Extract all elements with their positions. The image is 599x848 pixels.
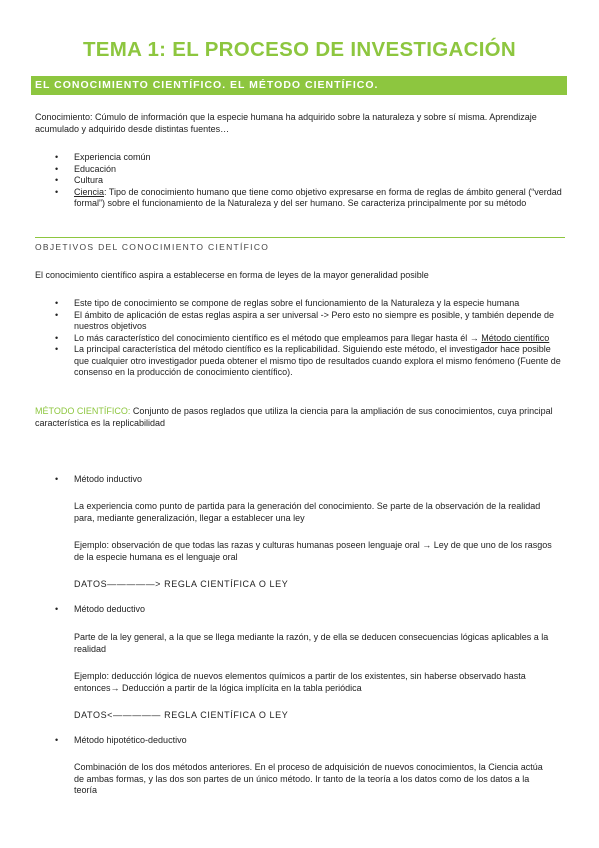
inductivo-flow: DATOS―――――> REGLA CIENTÍFICA O LEY [74,579,289,589]
deductivo-name: Método deductivo [74,604,146,614]
list-item: • Cultura [35,175,565,187]
objetivos-heading: OBJETIVOS DEL CONOCIMIENTO CIENTÍFICO [35,242,270,252]
hipotetico-name: Método hipotético-deductivo [74,735,187,745]
deductivo-flow: DATOS<――――― REGLA CIENTÍFICA O LEY [74,710,289,720]
list-item: • Experiencia común [35,152,565,164]
deductivo-desc: Parte de la ley general, a la que se llega mediante la razón, y de ella se deducen consecuencias lógicas aplicables a la realidad [74,632,549,654]
metodo-paragraph [35,406,565,429]
ciencia-term: Ciencia [74,186,105,197]
ciencia-definition: : Tipo de conocimiento humano que tiene como objetivo expresarse en forma de reglas de ámbito general (“verdad formal”) sobre el funcionamiento de la Naturaleza y del ser humano. Se caracteriza principalmente por su método [74,186,562,208]
objetivos-lead: El conocimiento científico aspira a establecerse en forma de leyes de la mayor generalidad posible [35,270,429,280]
item-text: Lo más característico del conocimiento científico es el método que empleamos para llegar hasta él → [74,332,482,343]
inductivo-example: Ejemplo: observación de que todas las razas y culturas humanas poseen lenguaje oral → Ley de que uno de los rasgos de la especie humana es el lenguaje oral [74,540,552,562]
list-item: • El ámbito de aplicación de estas reglas aspira a ser universal -> Pero esto no siempre es posible, y también depende de nuestros objetivos [35,310,565,333]
bullet: • [55,474,59,484]
inductivo-desc: La experiencia como punto de partida para la generación del conocimiento. Se parte de la observación de la realidad para, mediante generalización, llegar a establecer una ley [74,501,541,523]
bullet: • [55,735,59,745]
list-item [35,187,565,210]
intro-paragraph: Conocimiento: Cúmulo de información que la especie humana ha adquirido sobre la naturaleza y sobre sí misma. Aprendizaje acumulado y adquirido desde distintas fuentes… [35,112,537,134]
deductivo-example: Ejemplo: deducción lógica de nuevos elementos químicos a partir de los existentes, sin haberse observado hasta entonces→ Deducción a partir de la lógica implícita en la tabla periódica [74,671,526,693]
inductivo-name: Método inductivo [74,474,143,484]
list-item [35,333,565,345]
list-item: • La principal característica del método científico es la replicabilidad. Siguiendo este método, el investigador hace posible que cualquier otro investigador pueda obtener el mismo tipo de resultados cuando explora el mismo fenómeno (Fuente de consenso en la producción de conocimiento científico). [35,344,565,379]
list-item: • Educación [35,164,565,176]
metodo-text: Conjunto de pasos reglados que utiliza la ciencia para la ampliación de sus conocimientos, cuya principal característica es la replicabilidad [35,406,553,428]
metodo-link[interactable]: Método científico [481,332,550,343]
document-title: TEMA 1: EL PROCESO DE INVESTIGACIÓN [82,38,517,61]
section-divider [35,237,565,238]
sources-list [35,152,565,210]
hipotetico-desc: Combinación de los dos métodos anteriores. En el proceso de adquisición de nuevos conocimientos, la Ciencia actúa de ambas formas, y las dos son partes de un único método. Ir tanto de la teoría a los datos como de los datos a la teoría [74,762,543,795]
objetivos-list [35,298,565,379]
bullet: • [55,604,59,614]
list-item: • Este tipo de conocimiento se compone de reglas sobre el funcionamiento de la Naturaleza y la especie humana [35,298,565,310]
section-banner: EL CONOCIMIENTO CIENTÍFICO. EL MÉTODO CIENTÍFICO. [31,76,567,95]
metodo-label: MÉTODO CIENTÍFICO: [35,406,131,416]
